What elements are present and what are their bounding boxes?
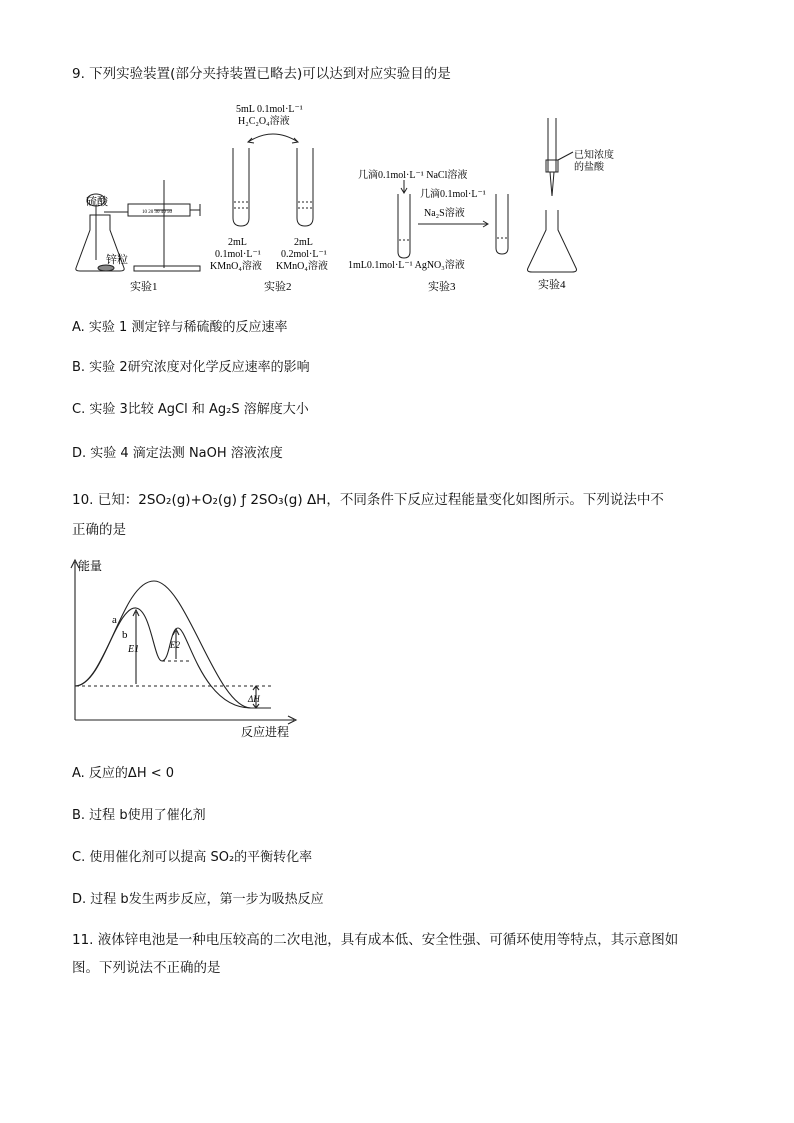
label-e2: E2 (170, 640, 180, 650)
exp4-label-l1: 已知浓度 (574, 150, 614, 161)
exp3-mid-l1: 几滴0.1mol·L⁻¹ (420, 189, 486, 200)
q10-option-d: D. 过程 b发生两步反应，第一步为吸热反应 (72, 892, 324, 907)
exp2-caption: 实验2 (264, 281, 292, 293)
q9-figure (68, 100, 614, 295)
exp2-right-l2: 0.2mol·L⁻¹ (281, 249, 327, 260)
q10-stem-line2: 正确的是 (72, 522, 126, 538)
exp2-left-l1: 2mL (228, 237, 247, 248)
q9-option-b: B. 实验 2研究浓度对化学反应速率的影响 (72, 360, 310, 375)
q9-option-c: C. 实验 3比较 AgCl 和 Ag₂S 溶解度大小 (72, 402, 309, 417)
label-dh: ΔH (248, 694, 260, 704)
exp1-caption: 实验1 (130, 281, 158, 293)
exp2-left-l3: KMnO₄溶液 (210, 261, 262, 272)
label-a: a (112, 614, 117, 626)
exp2-right-l1: 2mL (294, 237, 313, 248)
exp4-burette (528, 118, 577, 272)
exp1-acid-label: 硫酸 (86, 196, 108, 208)
chart-xlabel: 反应进程 (241, 725, 290, 739)
exp1-scale: 10 20 30 40 50 (142, 210, 172, 215)
q11-stem-line1: 11. 液体锌电池是一种电压较高的二次电池，具有成本低、安全性强、可循环使用等特点，其示意图如 (72, 932, 679, 948)
q10-option-c: C. 使用催化剂可以提高 SO₂的平衡转化率 (72, 850, 313, 865)
q10-option-a: A. 反应的ΔH < 0 (72, 766, 175, 781)
exp3-mid-l2: Na₂S溶液 (424, 208, 465, 219)
exp2-left-l2: 0.1mol·L⁻¹ (215, 249, 261, 260)
q9-option-a: A. 实验 1 测定锌与稀硫酸的反应速率 (72, 320, 288, 335)
label-b: b (122, 629, 128, 641)
exp2-right-l3: KMnO₄溶液 (276, 261, 328, 272)
label-e1: E1 (128, 644, 140, 655)
exp4-caption: 实验4 (538, 279, 566, 291)
q9-stem: 9. 下列实验装置(部分夹持装置已略去)可以达到对应实验目的是 (72, 66, 451, 82)
exp2-reagent-l1: 5mL 0.1mol·L⁻¹ (236, 104, 303, 115)
exp3-caption: 实验3 (428, 281, 456, 293)
exp2-tubes (233, 134, 313, 226)
q10-option-b: B. 过程 b使用了催化剂 (72, 808, 206, 823)
q10-energy-chart (66, 556, 306, 742)
exp1-apparatus (76, 180, 200, 271)
chart-ylabel: 能量 (78, 559, 103, 573)
exp4-label-l2: 的盐酸 (574, 162, 604, 173)
exp1-zinc-label: 锌粒 (106, 254, 128, 266)
curve-b (75, 608, 251, 708)
exp3-bottom: 1mL0.1mol·L⁻¹ AgNO₃溶液 (348, 260, 465, 271)
exp2-reagent-l2: H₂C₂O₄溶液 (238, 116, 290, 127)
exp3-top-reagent: 几滴0.1mol·L⁻¹ NaCl溶液 (358, 170, 468, 181)
q11-stem-line2: 图。下列说法不正确的是 (72, 960, 221, 976)
q10-stem-line1: 10. 已知：2SO₂(g)+O₂(g) ƒ 2SO₃(g) ΔH，不同条件下反应过程能量变化如图所示。下列说法中不 (72, 492, 664, 508)
q9-option-d: D. 实验 4 滴定法测 NaOH 溶液浓度 (72, 446, 283, 461)
